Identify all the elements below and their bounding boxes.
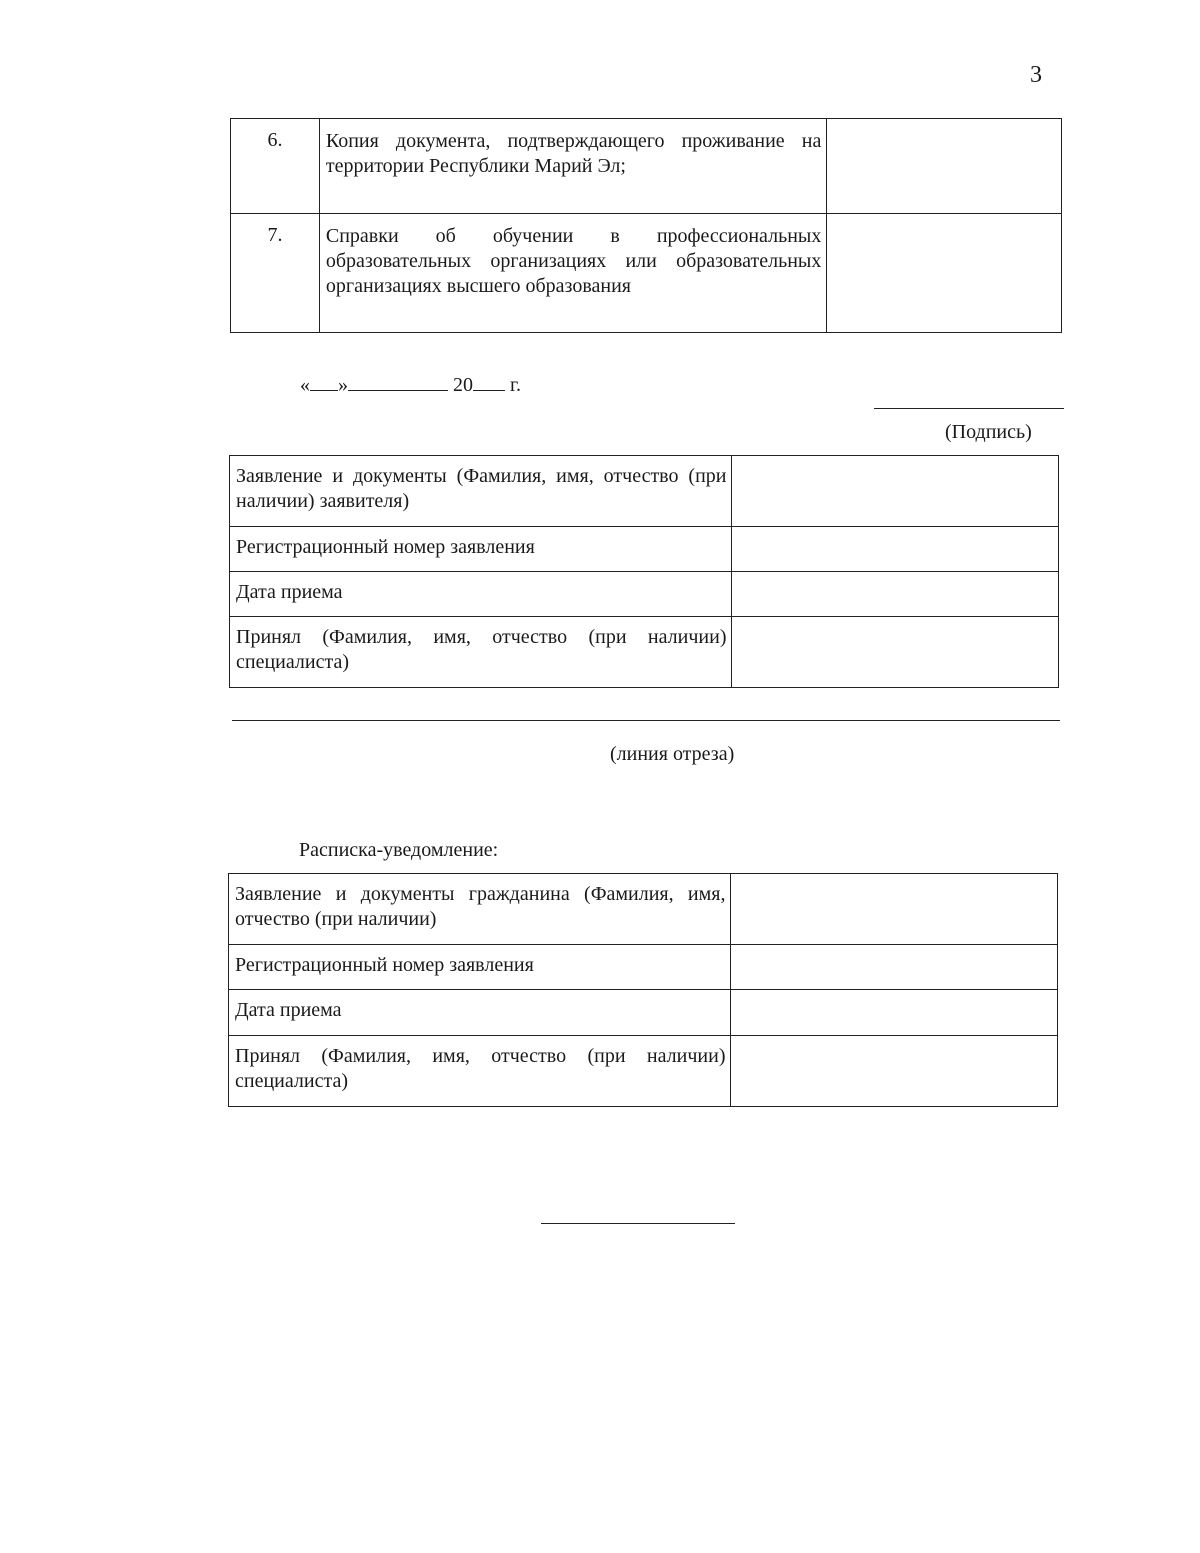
notice-title: Расписка-уведомление: bbox=[299, 839, 499, 861]
empty-cell bbox=[731, 990, 1058, 1036]
empty-cell bbox=[731, 945, 1058, 990]
table-row bbox=[229, 990, 1058, 1036]
receipt-table bbox=[229, 455, 1059, 688]
page-number: 3 bbox=[1030, 62, 1042, 88]
table-row bbox=[229, 874, 1058, 945]
signature-label: (Подпись) bbox=[945, 421, 1032, 443]
documents-table bbox=[230, 118, 1062, 333]
table-row bbox=[229, 945, 1058, 990]
empty-cell bbox=[731, 874, 1058, 945]
close-quote: » bbox=[338, 374, 348, 396]
empty-cell bbox=[732, 456, 1059, 527]
empty-cell bbox=[827, 119, 1062, 214]
row-label: Заявление и документы гражданина (Фамилия, имя, отчество (при наличии) bbox=[229, 874, 731, 945]
table-row bbox=[230, 456, 1059, 527]
row-label: Заявление и документы (Фамилия, имя, отчество (при наличии) заявителя) bbox=[230, 456, 732, 527]
document-description: Справки об обучении в профессиональных образовательных организациях или образовательных организациях высшего образования bbox=[319, 214, 826, 333]
empty-cell bbox=[827, 214, 1062, 333]
year-suffix: г. bbox=[510, 374, 521, 396]
row-label: Дата приема bbox=[230, 572, 732, 617]
table-row bbox=[230, 617, 1059, 688]
document-description: Копия документа, подтверждающего проживание на территории Республики Марий Эл; bbox=[319, 119, 826, 214]
row-label: Принял (Фамилия, имя, отчество (при наличии) специалиста) bbox=[230, 617, 732, 688]
cut-line-label: (линия отреза) bbox=[610, 743, 735, 765]
row-label: Принял (Фамилия, имя, отчество (при наличии) специалиста) bbox=[229, 1036, 731, 1107]
row-label: Дата приема bbox=[229, 990, 731, 1036]
empty-cell bbox=[732, 617, 1059, 688]
table-row bbox=[229, 1036, 1058, 1107]
table-row bbox=[230, 527, 1059, 572]
open-quote: « bbox=[300, 374, 310, 396]
notice-table bbox=[228, 873, 1058, 1107]
table-row bbox=[231, 214, 1062, 333]
day-blank bbox=[310, 372, 338, 391]
year-prefix: 20 bbox=[453, 374, 473, 396]
empty-cell bbox=[731, 1036, 1058, 1107]
date-line bbox=[300, 372, 521, 397]
row-number: 7. bbox=[231, 214, 320, 333]
cut-line bbox=[232, 720, 1060, 721]
year-blank bbox=[473, 372, 505, 391]
signature-line bbox=[874, 408, 1064, 409]
table-row bbox=[231, 119, 1062, 214]
row-number: 6. bbox=[231, 119, 320, 214]
row-label: Регистрационный номер заявления bbox=[229, 945, 731, 990]
month-blank bbox=[348, 372, 448, 391]
row-label: Регистрационный номер заявления bbox=[230, 527, 732, 572]
end-separator-line bbox=[541, 1223, 735, 1224]
empty-cell bbox=[732, 527, 1059, 572]
empty-cell bbox=[732, 572, 1059, 617]
table-row bbox=[230, 572, 1059, 617]
